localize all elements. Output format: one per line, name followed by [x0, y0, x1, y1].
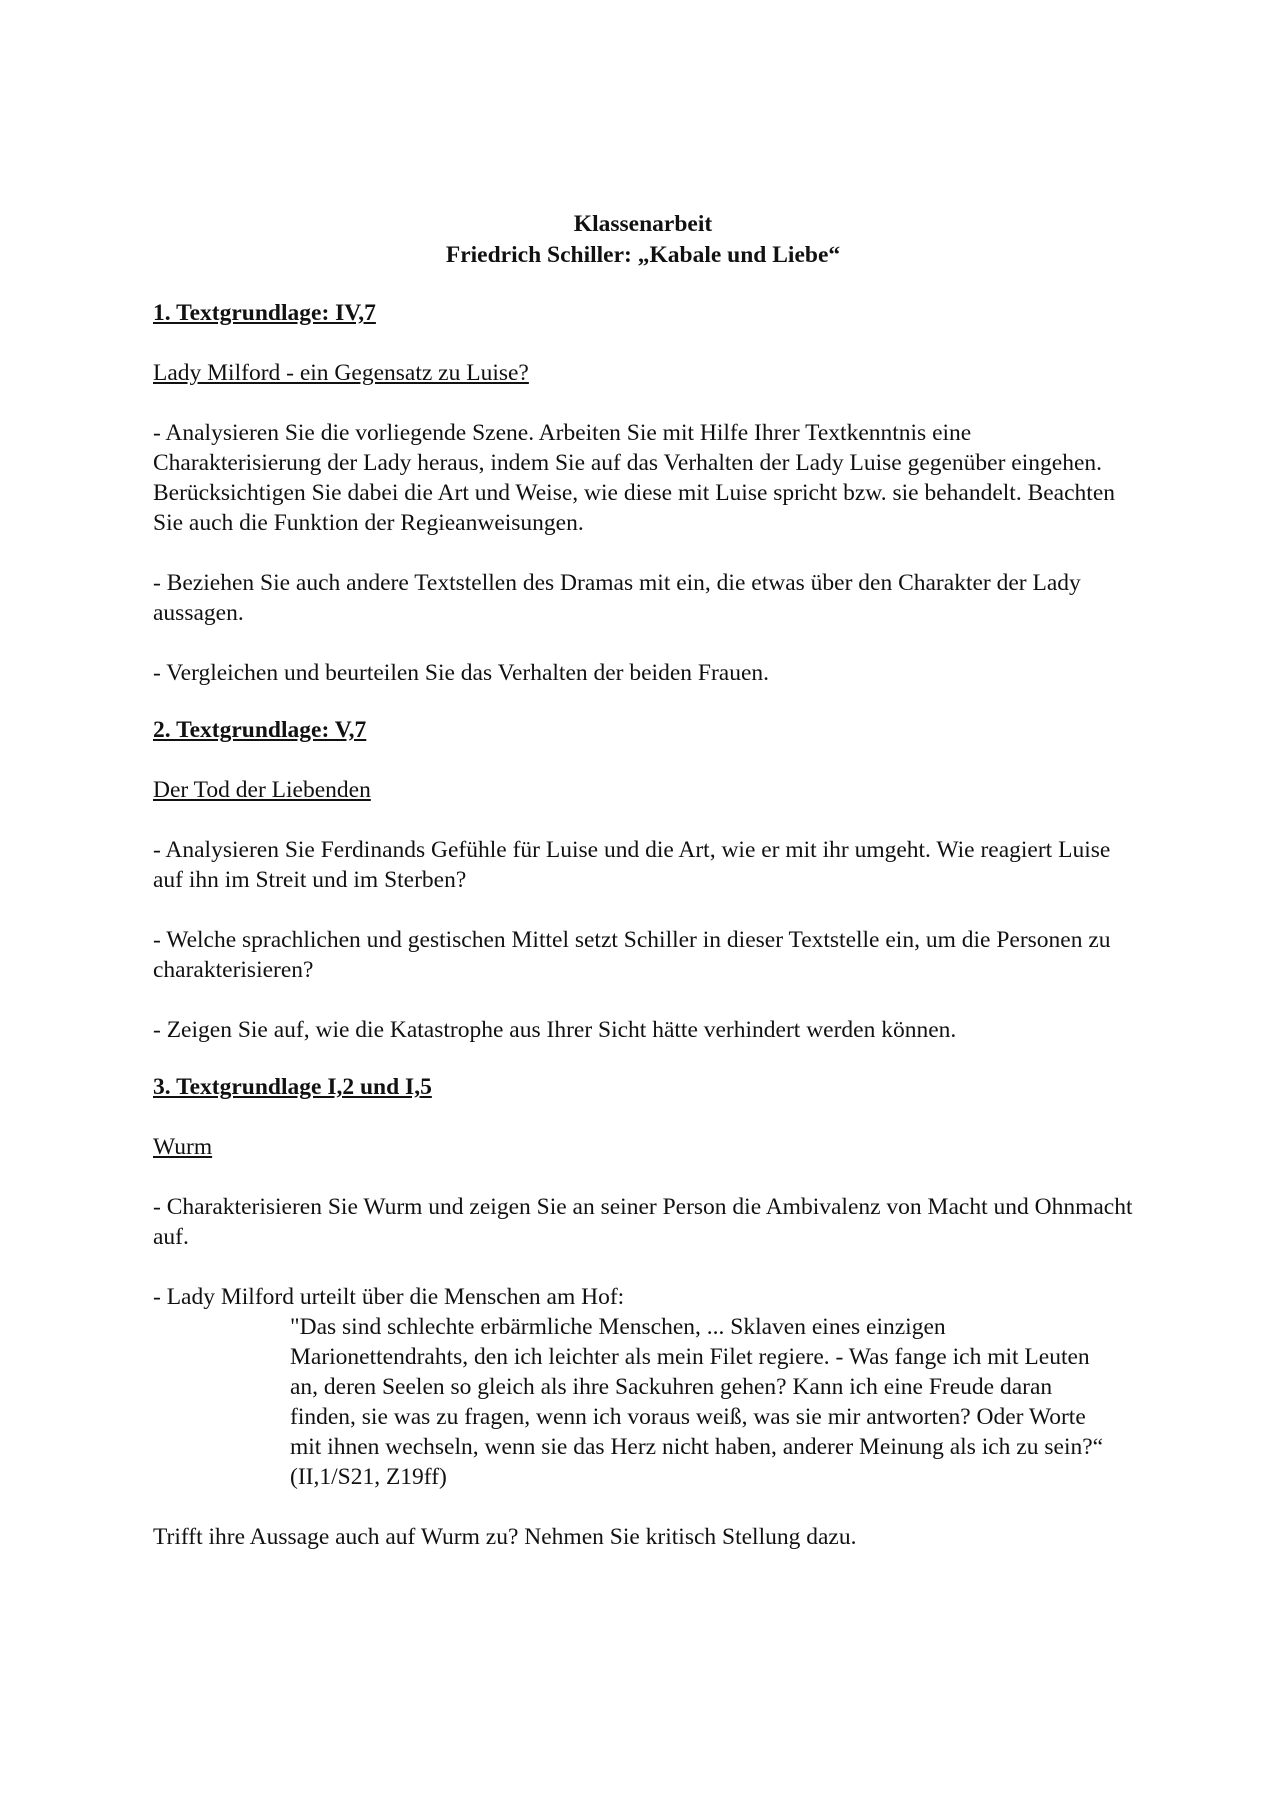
section-subheading: Wurm: [153, 1134, 213, 1160]
task-item: - Analysieren Sie die vorliegende Szene. Arbeiten Sie mit Hilfe Ihrer Textkenntnis eine Charakterisierung der Lady heraus, indem Sie auf das Verhalten der Lady Luise gegenüber eingehen. Berücksichtigen Sie dabei die Art und Weise, wie diese mit Luise spricht bzw. sie behandelt. Beachten Sie auch die Funktion der Regieanweisungen.: [153, 420, 1115, 536]
document-content: [153, 209, 1133, 1552]
final-question: Trifft ihre Aussage auch auf Wurm zu? Nehmen Sie kritisch Stellung dazu.: [153, 1524, 857, 1550]
section-heading: 1. Textgrundlage: IV,7: [153, 300, 376, 326]
task-item: - Analysieren Sie Ferdinands Gefühle für Luise und die Art, wie er mit ihr umgeht. Wie reagiert Luise auf ihn im Streit und im Sterben?: [153, 837, 1111, 893]
document-title-block: [153, 209, 1133, 271]
section-heading: 2. Textgrundlage: V,7: [153, 717, 367, 743]
block-quote: "Das sind schlechte erbärmliche Menschen, ... Sklaven eines einzigen Marionettendrahts, den ich leichter als mein Filet regiere. - Was fange ich mit Leuten an, deren Seelen so gleich als ihre Sackuhren gehen? Kann ich eine Freude daran finden, sie was zu fragen, wenn ich voraus weiß, was sie mir antworten? Oder Worte mit ihnen wechseln, wenn sie das Herz nicht haben, anderer Meinung als ich zu sein?“ (II,1/S21, Z19ff): [290, 1314, 1104, 1490]
task-item: - Beziehen Sie auch andere Textstellen des Dramas mit ein, die etwas über den Charakter der Lady aussagen.: [153, 570, 1081, 626]
section-1: [153, 298, 1133, 688]
section-2: [153, 715, 1133, 1045]
section-heading: 3. Textgrundlage I,2 und I,5: [153, 1074, 432, 1100]
section-3: [153, 1072, 1133, 1552]
document-title: Klassenarbeit: [573, 211, 713, 237]
task-item: - Vergleichen und beurteilen Sie das Verhalten der beiden Frauen.: [153, 660, 770, 686]
task-item: - Zeigen Sie auf, wie die Katastrophe aus Ihrer Sicht hätte verhindert werden können.: [153, 1017, 957, 1043]
section-subheading: Der Tod der Liebenden: [153, 777, 371, 803]
task-item: - Charakterisieren Sie Wurm und zeigen Sie an seiner Person die Ambivalenz von Macht und Ohnmacht auf.: [153, 1194, 1133, 1250]
document-subtitle: Friedrich Schiller: „Kabale und Liebe“: [445, 242, 841, 268]
task-item: - Lady Milford urteilt über die Menschen am Hof:: [153, 1284, 625, 1310]
task-item: - Welche sprachlichen und gestischen Mittel setzt Schiller in dieser Textstelle ein, um die Personen zu charakterisieren?: [153, 927, 1111, 983]
section-subheading: Lady Milford - ein Gegensatz zu Luise?: [153, 360, 529, 386]
